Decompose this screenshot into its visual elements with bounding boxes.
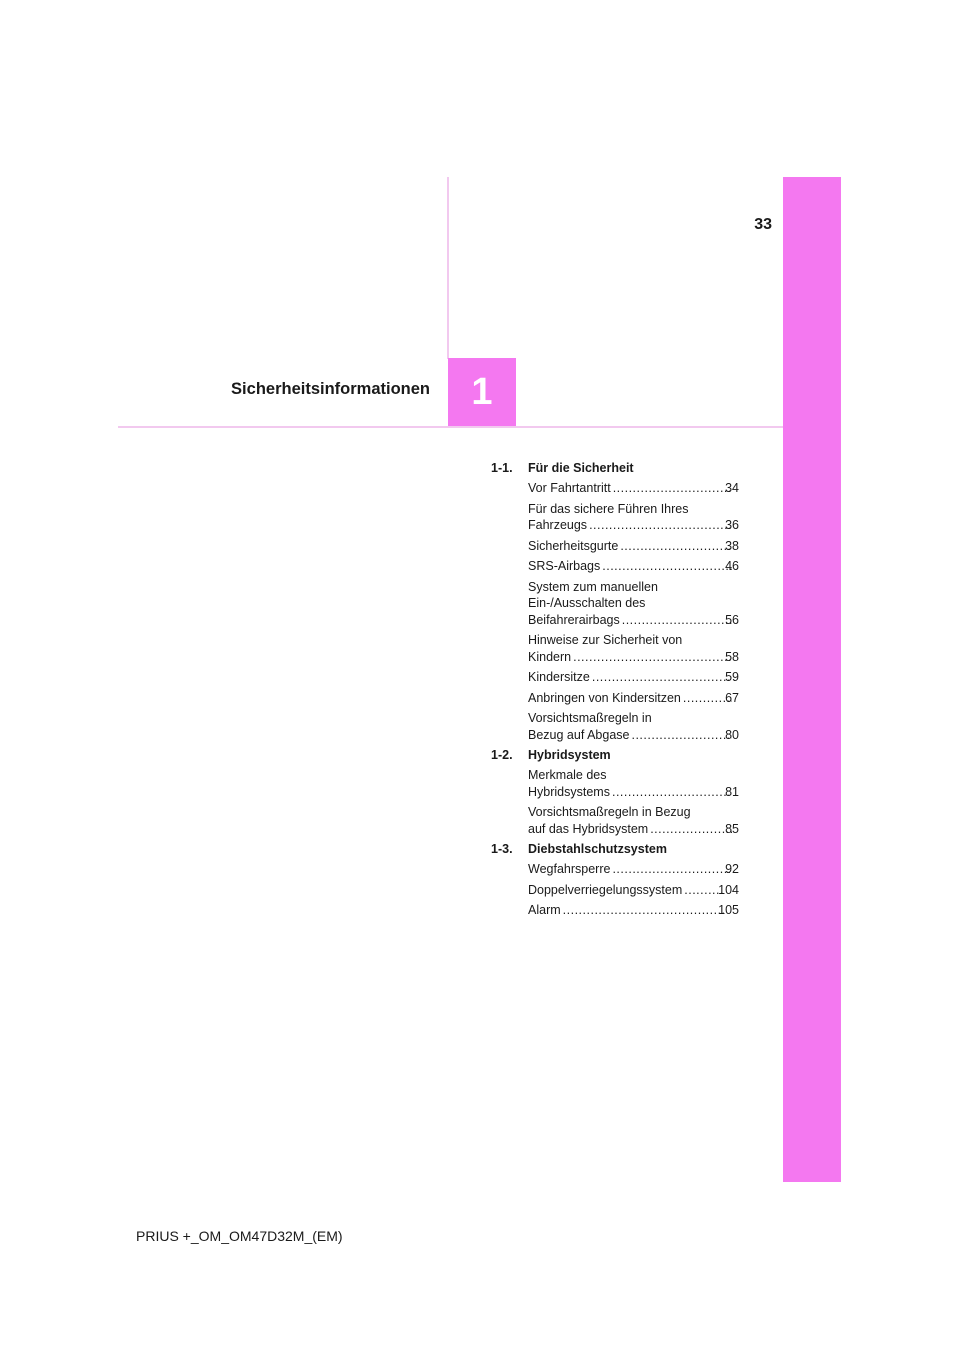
toc-entry-text: Beifahrerairbags: [528, 612, 620, 627]
toc-entry-text: Für das sichere Führen Ihres: [528, 501, 689, 516]
toc-entry[interactable]: [528, 501, 739, 534]
toc-entry-text: Vor Fahrtantritt: [528, 481, 611, 495]
toc-entry-line: [528, 595, 739, 612]
toc-entry[interactable]: [528, 882, 739, 899]
toc-entry[interactable]: [528, 804, 739, 837]
toc-page-ref: 67: [725, 690, 739, 705]
toc-entry-text: System zum manuellen: [528, 579, 658, 594]
chapter-number-box: [448, 358, 516, 426]
document-footer: PRIUS +_OM_OM47D32M_(EM): [136, 1228, 343, 1244]
toc-page-ref: 58: [725, 649, 739, 664]
toc-entry-line: [528, 821, 739, 838]
toc-entry-line: [528, 632, 739, 649]
toc-entry[interactable]: [528, 558, 739, 575]
toc-entry-line: [528, 727, 739, 744]
dot-leader: [592, 669, 732, 686]
vertical-rule: [447, 177, 449, 359]
section-number: 1-1.: [491, 461, 513, 475]
toc-entry-line: [528, 612, 739, 629]
toc-entry-line: [528, 767, 739, 784]
toc-entry-text: auf das Hybridsystem: [528, 821, 649, 836]
dot-leader: [602, 558, 732, 575]
dot-leader: [620, 538, 732, 555]
toc-entry-line: [528, 690, 739, 707]
toc-page-ref: 36: [725, 518, 739, 532]
toc-entry-text: Vorsichtsmaßregeln in Bezug: [528, 805, 691, 819]
toc-entry-text: Hybridsystems: [528, 784, 610, 799]
toc-entry-line: [528, 710, 739, 727]
toc-entry[interactable]: [528, 861, 739, 878]
dot-leader: [613, 480, 732, 497]
toc-entry[interactable]: [528, 632, 739, 665]
toc-page-ref: 104: [718, 882, 739, 897]
toc-entry-text: Alarm: [528, 903, 561, 917]
toc-entry[interactable]: [528, 579, 739, 629]
chapter-title: Sicherheitsinformationen: [231, 380, 430, 398]
toc-entry[interactable]: [528, 902, 739, 919]
toc-entry-line: [528, 538, 739, 555]
toc-entry-line: [528, 517, 739, 534]
toc-page-ref: 81: [725, 784, 739, 799]
toc-entry[interactable]: [528, 710, 739, 743]
section-number: 1-3.: [491, 842, 513, 856]
toc-entry[interactable]: [528, 669, 739, 686]
toc-section-heading[interactable]: [491, 460, 739, 477]
toc-page-ref: 105: [718, 903, 739, 917]
toc-entry-text: Vorsichtsmaßregeln in: [528, 711, 652, 725]
toc-page-ref: 59: [725, 670, 739, 684]
toc-entry-text: Kindern: [528, 649, 572, 664]
section-title: Diebstahlschutzsystem: [528, 842, 667, 856]
toc-page-ref: 38: [725, 538, 739, 553]
toc-page-ref: 34: [725, 481, 739, 495]
toc-entry-text: Doppelverriegelungssystem: [528, 882, 683, 897]
chapter-number: 1: [471, 370, 493, 413]
toc-section-heading[interactable]: [491, 747, 739, 764]
toc-page-ref: 56: [725, 612, 739, 627]
dot-leader: [573, 649, 732, 666]
toc-entry-line: [528, 902, 739, 919]
toc-entry-text: Bezug auf Abgase: [528, 727, 630, 742]
toc-entry-text: Wegfahrsperre: [528, 862, 611, 876]
toc-page-ref: 46: [725, 559, 739, 573]
toc-entry-text: Kindersitze: [528, 670, 590, 684]
toc-entry-text: Hinweise zur Sicherheit von: [528, 633, 683, 647]
toc-section: [491, 460, 739, 743]
section-number: 1-2.: [491, 748, 513, 762]
toc-entry[interactable]: [528, 690, 739, 707]
toc-entry-line: [528, 861, 739, 878]
toc-section: [491, 747, 739, 837]
toc-entry-line: [528, 784, 739, 801]
toc-section-heading[interactable]: [491, 841, 739, 858]
toc-entry-text: SRS-Airbags: [528, 559, 601, 573]
toc-entry-line: [528, 882, 739, 899]
toc-entry-line: [528, 804, 739, 821]
toc-entry-line: [528, 649, 739, 666]
dot-leader: [622, 612, 732, 629]
toc-entry-text: Anbringen von Kindersitzen: [528, 690, 681, 705]
toc-entry-line: [528, 579, 739, 596]
toc-page-ref: 80: [725, 727, 739, 742]
toc-entry-line: [528, 669, 739, 686]
toc-entry-text: Ein-/Ausschalten des: [528, 596, 646, 610]
toc-entry[interactable]: [528, 538, 739, 555]
section-title: Hybridsystem: [528, 748, 611, 762]
table-of-contents: [491, 460, 739, 923]
toc-entry-text: Sicherheitsgurte: [528, 538, 619, 553]
page-number: 33: [754, 216, 772, 233]
dot-leader: [563, 902, 725, 919]
toc-entry[interactable]: [528, 480, 739, 497]
dot-leader: [631, 727, 732, 744]
toc-entry-text: Merkmale des: [528, 768, 607, 782]
toc-entry-line: [528, 501, 739, 518]
toc-entry-text: Fahrzeugs: [528, 518, 588, 532]
toc-entry-line: [528, 480, 739, 497]
toc-entry[interactable]: [528, 767, 739, 800]
toc-page-ref: 92: [725, 862, 739, 876]
dot-leader: [612, 861, 732, 878]
dot-leader: [650, 821, 732, 838]
dot-leader: [612, 784, 732, 801]
toc-page-ref: 85: [725, 821, 739, 836]
toc-section: [491, 841, 739, 919]
chapter-side-tab: [783, 177, 841, 1182]
horizontal-rule: [118, 426, 783, 428]
dot-leader: [589, 517, 732, 534]
section-title: Für die Sicherheit: [528, 461, 634, 475]
toc-entry-line: [528, 558, 739, 575]
